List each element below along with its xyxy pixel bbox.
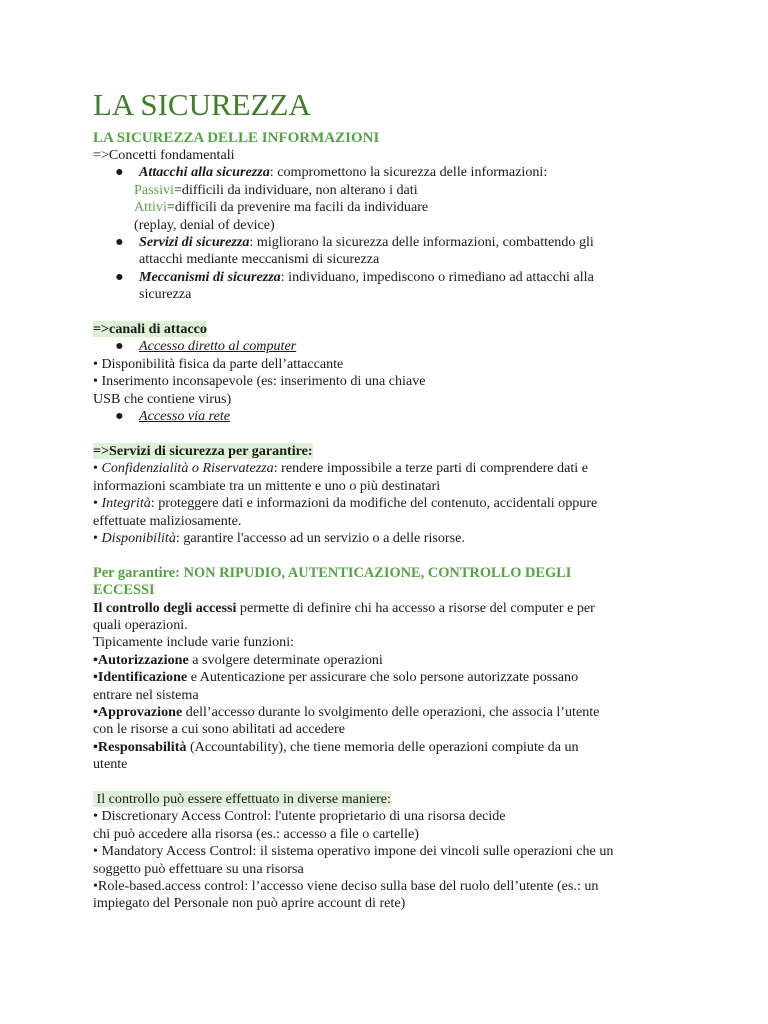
term-autorizzazione: •Autorizzazione — [93, 651, 189, 668]
term-controllo-accessi: Il controllo degli accessi — [93, 599, 237, 616]
text-attacchi: : compromettono la sicurezza delle informazioni: — [269, 164, 548, 181]
section-heading-garantire-cont: ECCESSI — [93, 582, 155, 599]
text-identificazione: e Autenticazione per assicurare che solo persone autorizzate possano — [187, 669, 579, 686]
line-integrita: • Integrità: proteggere dati e informazioni da modifiche del contenuto, accidentali oppure — [93, 495, 598, 512]
bullet-accesso-rete — [93, 408, 693, 425]
line-mac: • Mandatory Access Control: il sistema operativo impone dei vincoli sulle operazioni che un — [93, 843, 614, 860]
line-autorizzazione — [93, 652, 693, 669]
heading-servizi-text: =>Servizi di sicurezza per garantire: — [93, 442, 313, 459]
line-inserimento: • Inserimento inconsapevole (es: inserimento di una chiave — [93, 373, 426, 390]
heading-canali-text: =>canali di attacco — [93, 321, 207, 338]
bullet-icon: ● — [115, 408, 124, 425]
spacer — [93, 774, 693, 791]
concepts-line: =>Concetti fondamentali — [93, 147, 235, 163]
para-controllo-accessi — [93, 600, 693, 617]
note-attivi: (replay, denial of device) — [134, 216, 275, 233]
text-passivi: =difficili da individuare, non alterano i dati — [173, 181, 418, 198]
text-controllo-accessi: permette di definire chi ha accesso a risorse del computer e per — [236, 599, 595, 616]
bullet-icon: ● — [115, 234, 124, 251]
text-responsabilita-cont: utente — [93, 756, 128, 773]
text-identificazione-cont: entrare nel sistema — [93, 686, 199, 703]
text-integrita: : proteggere dati e informazioni da modifiche del contenuto, accidentali oppure — [150, 495, 598, 512]
text-confidenzialita: : rendere impossibile a terze parti di comprendere dati e — [273, 460, 588, 477]
line-usb: USB che contiene virus) — [93, 390, 232, 407]
heading-maniere-text: Il controllo può essere effettuato in diverse maniere: — [93, 790, 391, 807]
line-dac-cont: chi può accedere alla risorsa (es.: accesso a file o cartelle) — [93, 825, 419, 842]
spacer — [93, 304, 693, 321]
line-attivi — [93, 199, 693, 216]
text-servizi: : migliorano la sicurezza delle informazioni, combattendo gli — [249, 234, 594, 251]
bullet-meccanismi — [93, 269, 693, 286]
line-mac-cont: soggetto può effettuare su una risorsa — [93, 860, 304, 877]
text-servizi-cont: attacchi mediante meccanismi di sicurezza — [139, 251, 380, 268]
term-disponibilita: Disponibilità — [101, 529, 176, 546]
bullet-icon: ● — [115, 338, 124, 355]
term-confidenzialita: Confidenzialità o Riservatezza — [101, 460, 274, 477]
bullet-icon: ● — [115, 268, 124, 285]
text-meccanismi-cont: sicurezza — [139, 286, 192, 303]
section-heading-canali — [93, 321, 693, 338]
text-confidenzialita-cont: informazioni scambiate tra un mittente e uno o più destinatari — [93, 477, 441, 494]
text-disponibilita: : garantire l'accesso ad un servizio o a delle risorse. — [175, 529, 465, 546]
document-body — [93, 86, 693, 913]
line-responsabilita — [93, 739, 693, 756]
text-responsabilita: (Accountability), che tiene memoria delle operazioni compiute da un — [186, 738, 579, 755]
label-passivi: Passivi — [134, 181, 174, 198]
text-approvazione-cont: con le risorse a cui sono abilitati ad accedere — [93, 721, 346, 738]
spacer — [93, 547, 693, 564]
line-rbac-cont: impiegato del Personale non può aprire account di rete) — [93, 895, 406, 912]
item-accesso-rete: Accesso via rete — [139, 408, 231, 425]
item-accesso-diretto: Accesso diretto al computer — [139, 338, 297, 355]
spacer — [93, 425, 693, 442]
section-heading-informazioni: LA SICUREZZA DELLE INFORMAZIONI — [93, 130, 380, 146]
line-approvazione — [93, 704, 693, 721]
text-autorizzazione: a svolgere determinate operazioni — [188, 651, 383, 668]
bullet-accesso-diretto — [93, 338, 693, 355]
term-integrita: Integrità — [101, 495, 151, 512]
line-confidenzialita: • Confidenzialità o Riservatezza: rendere impossibile a terze parti di comprendere dati e — [93, 460, 588, 477]
label-attivi: Attivi — [134, 199, 167, 216]
term-meccanismi: Meccanismi di sicurezza — [139, 268, 281, 285]
line-disponibilita: • Disponibilità: garantire l'accesso ad un servizio o a delle risorse. — [93, 529, 465, 546]
page-title: LA SICUREZZA — [93, 87, 311, 122]
section-heading-maniere — [93, 791, 693, 808]
line-identificazione — [93, 669, 693, 686]
line-disponibilita-fisica: • Disponibilità fisica da parte dell’attaccante — [93, 355, 344, 372]
term-servizi: Servizi di sicurezza — [139, 234, 250, 251]
term-attacchi: Attacchi alla sicurezza — [139, 164, 270, 181]
line-rbac: •Role-based.access control: l’accesso viene deciso sulla base del ruolo dell’utente (es.: un — [93, 878, 599, 894]
bullet-servizi — [93, 234, 693, 251]
term-responsabilita: •Responsabilità — [93, 738, 187, 755]
section-heading-servizi — [93, 443, 693, 460]
text-attivi: =difficili da prevenire ma facili da individuare — [166, 199, 429, 216]
section-heading-garantire: Per garantire: NON RIPUDIO, AUTENTICAZIONE, CONTROLLO DEGLI — [93, 564, 572, 581]
term-approvazione: •Approvazione — [93, 703, 183, 720]
text-integrita-cont: effettuate maliziosamente. — [93, 512, 242, 529]
text-controllo-accessi-cont: quali operazioni. — [93, 616, 188, 633]
para-funzioni: Tipicamente include varie funzioni: — [93, 634, 295, 651]
bullet-attacchi — [93, 164, 693, 181]
text-approvazione: dell’accesso durante lo svolgimento delle operazioni, che associa l’utente — [182, 703, 600, 720]
term-identificazione: •Identificazione — [93, 669, 188, 686]
line-passivi — [93, 182, 693, 199]
text-meccanismi: : individuano, impediscono o rimediano ad attacchi alla — [280, 268, 594, 285]
bullet-icon: ● — [115, 164, 124, 181]
line-dac: • Discretionary Access Control: l'utente proprietario di una risorsa decide — [93, 808, 506, 825]
